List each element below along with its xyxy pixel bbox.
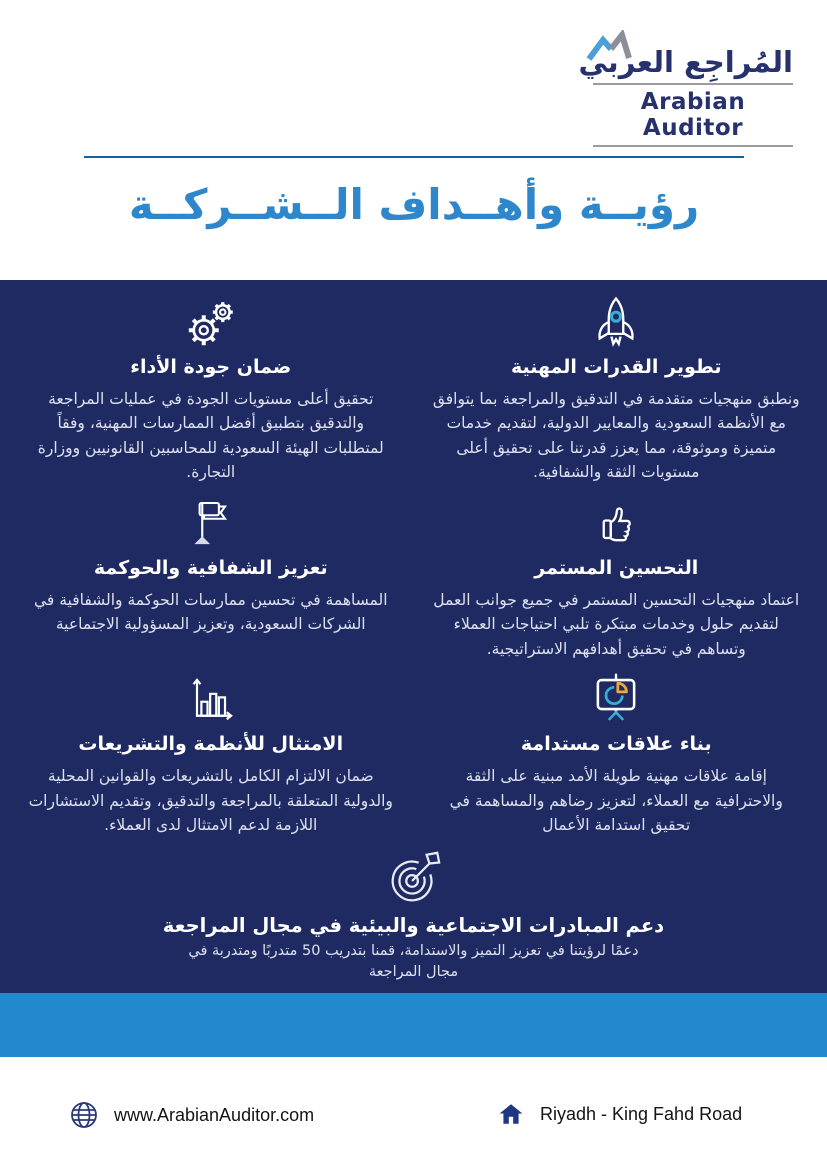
goal-text: ونطبق منهجيات متقدمة في التدقيق والمراجعة بما يتوافق مع الأنظمة السعودية والمعايير الدولية، لتقديم خدمات متميزة وموثوقة، مما يعزز قدرتنا على تحقيق أعلى مستويات الثقة والشفافية. (432, 390, 800, 482)
footer-address (498, 1101, 742, 1127)
goal-title: تطوير القدرات المهنية (510, 356, 722, 378)
thumbs-up-icon (432, 495, 802, 553)
home-icon (498, 1101, 524, 1127)
logo-arabic-name: المُراجِع العربي (578, 45, 793, 79)
title-divider-line (84, 156, 744, 158)
goal-card-transparency-governance (26, 495, 396, 661)
goal-title: تعزيز الشفافية والحوكمة (93, 556, 328, 579)
goal-card-quality-assurance (26, 294, 396, 485)
goal-card-sustainable-relationships (432, 671, 802, 837)
bottom-accent-band (0, 993, 827, 1057)
flag-icon (26, 495, 396, 553)
goal-title: دعم المبادرات الاجتماعية والبيئية في مجال المراجعة (162, 913, 665, 937)
logo-divider-bottom (593, 145, 793, 147)
goal-text: المساهمة في تحسين ممارسات الحوكمة والشفافية في الشركات السعودية، وتعزيز المسؤولية الاجتماعية (33, 590, 388, 634)
goal-text: اعتماد منهجيات التحسين المستمر في جميع جوانب العمل لتقديم حلول وخدمات مبتكرة تلبي احتياجات العملاء وتساهم في تحقيق أهدافهم الاستراتيجية. (433, 590, 800, 658)
globe-icon (70, 1101, 98, 1129)
goal-text: دعمًا لرؤيتنا في تعزيز التميز والاستدامة، قمنا بتدريب 50 متدربًا ومتدربة في مجال المراجعة (188, 942, 639, 980)
presentation-chart-icon (432, 671, 802, 729)
goal-card-social-environmental-initiatives (26, 850, 801, 983)
goal-text: تحقيق أعلى مستويات الجودة في عمليات المراجعة والتدقيق بتطبيق أفضل الممارسات المهنية، وفقاً لمتطلبات الهيئة السعودية للمحاسبين القانونيين ووزارة التجارة. (37, 390, 384, 482)
website-url: www.ArabianAuditor.com (114, 1104, 315, 1125)
vision-goals-section (0, 280, 827, 993)
goal-title: الامتثال للأنظمة والتشريعات (78, 733, 344, 756)
page-header (0, 0, 827, 280)
goal-text: ضمان الالتزام الكامل بالتشريعات والقوانين المحلية والدولية المتعلقة بالمراجعة والتدقيق، وتقديم الاستشارات اللازمة لدعم الامتثال لدى العملاء. (28, 767, 393, 835)
footer-website (70, 1101, 314, 1129)
goal-card-professional-development (432, 294, 802, 485)
page-title: رؤيــة وأهــداف الــشــركــة (128, 180, 700, 229)
goals-grid (0, 280, 827, 993)
address-text: Riyadh - King Fahd Road (540, 1103, 743, 1124)
logo-english-name: Arabian Auditor (640, 89, 746, 142)
goal-title: التحسين المستمر (534, 556, 699, 579)
goal-card-continuous-improvement (432, 495, 802, 661)
goal-text: إقامة علاقات مهنية طويلة الأمد مبنية على الثقة والاحترافية مع العملاء، لتعزيز رضاهم والمساهمة في تحقيق استدامة الأعمال (449, 767, 783, 835)
bar-chart-icon (26, 671, 396, 729)
logo-check-icon (585, 30, 637, 62)
gears-icon (26, 294, 396, 352)
target-dart-icon (26, 850, 801, 908)
rocket-icon (432, 294, 802, 352)
company-logo (578, 36, 793, 150)
goal-title: ضمان جودة الأداء (130, 356, 292, 378)
goal-title: بناء علاقات مستدامة (520, 733, 712, 756)
page-footer (0, 1057, 827, 1170)
goal-card-regulatory-compliance (26, 671, 396, 837)
logo-divider-top (593, 83, 793, 85)
